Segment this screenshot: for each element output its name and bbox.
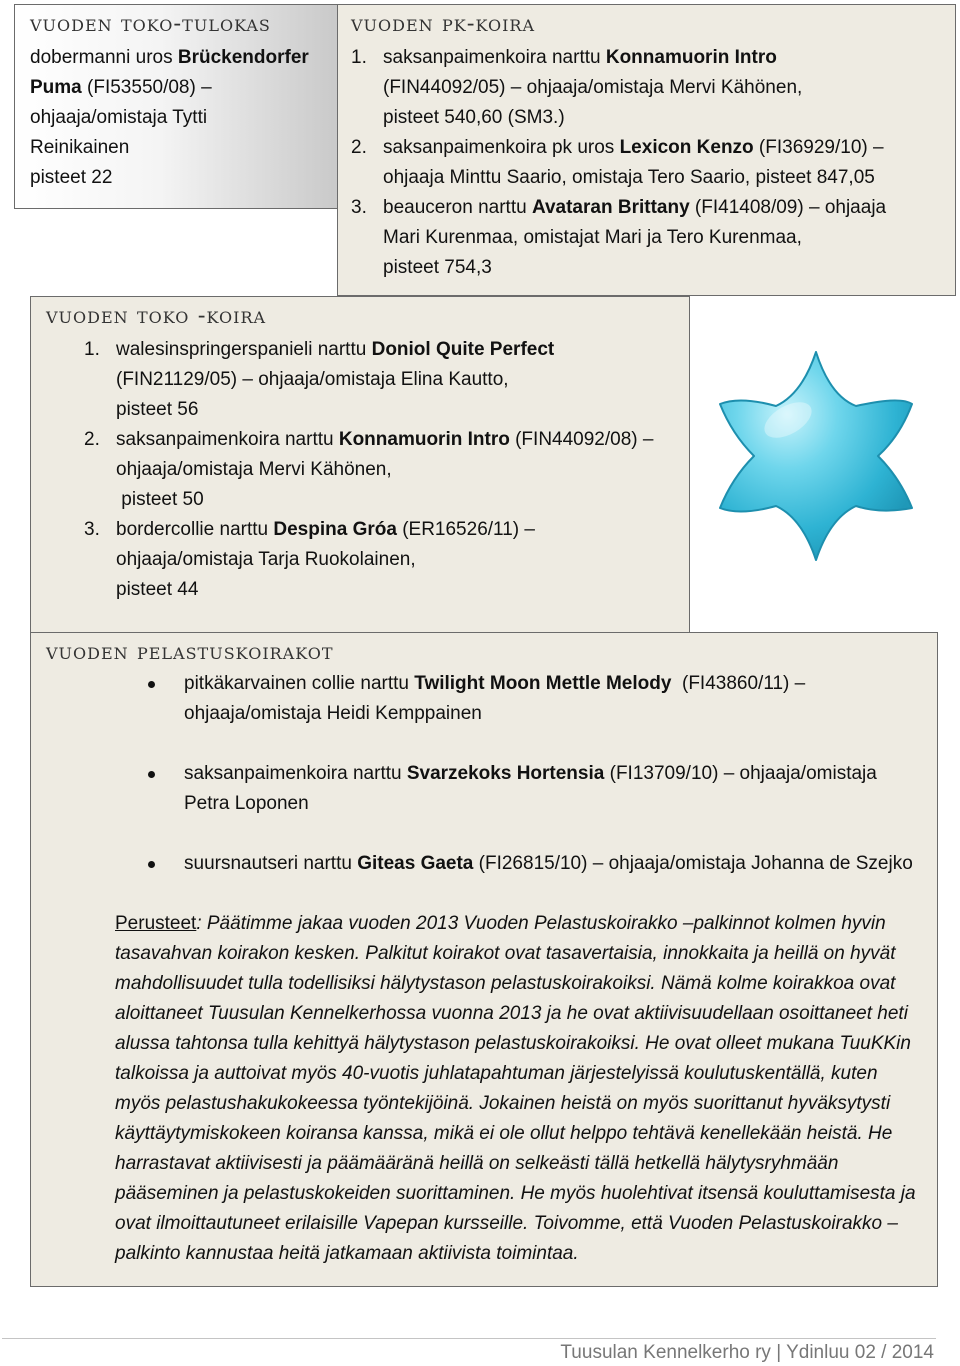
toko-item-number: 1.	[84, 339, 100, 360]
toko-item-line: ohjaaja/omistaja Tarja Ruokolainen,	[116, 549, 416, 570]
tulos-points: pisteet 22	[30, 167, 113, 188]
pk-list-item	[351, 193, 955, 283]
perusteet-text: : Päätimme jakaa vuoden 2013 Vuoden Pelastuskoirakko –palkinnot kolmen hyvin tasavahvan koirakon kesken. Palkitut koirakot ovat tasavertaisia, innokkaita ja heillä on hyvät mahdollisuudet tulla todellisiksi hälytystason pelastuskoirakoiksi. Nämä kolme koirakkoa ovat aloittaneet Tuusulan Kennelkerhossa vuonna 2013 ja he ovat aktiivisuudellaan osoittaneet heti alussa tahtonsa tulla kehittyä hälytystason pelastuskoirakoiksi. He ovat olleet mukana TuuKKin talkoissa ja auttoivat myös 40-vuotis juhlatapahtuman järjestelyissä koulutuskentällä, kuten myös pelastushakukokeessa työntekijöinä. Jokainen heistä on myös suorittanut hyväksytysti käyttäytymiskokeen koiransa kanssa, mikä ei ole ollut helppo tehtävä kenellekään heistä. He harrastavat aktiivisesti ja päämääränä heillä on selkeästi tällä hetkellä hälytysryhmään pääseminen ja pelastuskokeiden suorittaminen. He myös huolehtivat itsensä kouluttamisesta ja ovat ilmoittautuneet erilaisille Vapepan kursseille. Toivomme, että Vuoden Pelastuskoirakko –palkinto kannustaa heitä jatkamaan aktiivista toimintaa.	[115, 913, 916, 1264]
pk-item-line: Mari Kurenmaa, omistajat Mari ja Tero Kurenmaa,	[383, 227, 802, 248]
toko-item-dog-name: Despina Gróa	[273, 519, 397, 540]
pelastus-item-breed: suursnautseri narttu	[184, 853, 358, 874]
pelastus-list-item	[46, 669, 937, 729]
toko-item-breed: saksanpaimenkoira narttu	[116, 429, 339, 450]
toko-item-line: pisteet 50	[116, 489, 204, 510]
tulos-dog-name-1: Brückendorfer	[177, 47, 309, 68]
toko-item-reg: (FIN44092/08) –	[509, 429, 654, 450]
pk-item-number: 3.	[351, 197, 367, 218]
tulos-reg: (FI53550/08) –	[81, 77, 212, 98]
toko-item-line: pisteet 44	[116, 579, 199, 600]
pk-item-breed: beauceron narttu	[383, 197, 532, 218]
footer-divider	[2, 1338, 936, 1339]
perusteet-paragraph	[46, 909, 937, 1269]
pelastus-item-breed: pitkäkarvainen collie narttu	[184, 673, 415, 694]
perusteet-label: Perusteet	[115, 913, 197, 934]
pk-item-line: (FIN44092/05) – ohjaaja/omistaja Mervi Kähönen,	[383, 77, 803, 98]
toko-item-breed: bordercollie narttu	[116, 519, 274, 540]
pk-item-line: pisteet 754,3	[383, 257, 492, 278]
pk-item-breed: saksanpaimenkoira pk uros	[383, 137, 620, 158]
pelastus-list-item	[46, 759, 937, 819]
pelastus-item-line: Petra Loponen	[184, 793, 309, 814]
pelastus-item-reg: (FI13709/10) – ohjaaja/omistaja	[604, 763, 877, 784]
pk-item-line: ohjaaja Minttu Saario, omistaja Tero Saario, pisteet 847,05	[383, 167, 875, 188]
bullet-icon	[148, 771, 155, 778]
toko-tulokas-heading: vuoden toko-tulokas	[30, 11, 271, 37]
toko-item-number: 3.	[84, 519, 100, 540]
toko-item-line: (FIN21129/05) – ohjaaja/omistaja Elina Kautto,	[116, 369, 509, 390]
pk-item-number: 1.	[351, 47, 367, 68]
bullet-icon	[148, 861, 155, 868]
pelastus-item-dog-name: Svarzekoks Hortensia	[406, 763, 605, 784]
pk-item-reg: (FI41408/09) – ohjaaja	[689, 197, 887, 218]
toko-item-dog-name: Doniol Quite Perfect	[371, 339, 555, 360]
tulos-breed: dobermanni uros	[30, 47, 178, 68]
pk-item-line: pisteet 540,60 (SM3.)	[383, 107, 565, 128]
pelastus-item-reg: (FI26815/10) – ohjaaja/omistaja Johanna de Szejko	[473, 853, 913, 874]
pk-item-number: 2.	[351, 137, 367, 158]
pelastus-item-reg: (FI43860/11) –	[671, 673, 806, 694]
pk-koira-box	[337, 4, 956, 296]
toko-item-number: 2.	[84, 429, 100, 450]
toko-item-breed: walesinspringerspanieli narttu	[116, 339, 372, 360]
toko-list-item	[46, 515, 689, 605]
pelastus-item-dog-name: Giteas Gaeta	[357, 853, 474, 874]
pk-item-breed: saksanpaimenkoira narttu	[383, 47, 606, 68]
toko-item-line: ohjaaja/omistaja Mervi Kähönen,	[116, 459, 392, 480]
pk-item-dog-name: Konnamuorin Intro	[605, 47, 777, 68]
pelastuskoirakot-heading: vuoden pelastuskoirakot	[46, 639, 334, 665]
pk-item-reg: (FI36929/10) –	[753, 137, 884, 158]
pk-koira-heading: vuoden pk-koira	[351, 11, 536, 37]
tulos-line-3: ohjaaja/omistaja Tytti	[30, 107, 208, 128]
tulos-line-2	[30, 73, 338, 103]
tulos-dog-name-2: Puma	[30, 77, 82, 98]
bullet-icon	[148, 681, 155, 688]
toko-item-line: pisteet 56	[116, 399, 199, 420]
pelastus-item-line: ohjaaja/omistaja Heidi Kemppainen	[184, 703, 482, 724]
pk-list-item	[351, 133, 955, 193]
page-footer: Tuusulan Kennelkerho ry | Ydinluu 02 / 2014	[560, 1342, 934, 1363]
toko-item-reg: (ER16526/11) –	[396, 519, 535, 540]
pk-list-item	[351, 43, 955, 133]
pelastus-item-breed: saksanpaimenkoira narttu	[184, 763, 407, 784]
toko-list-item	[46, 335, 689, 425]
toko-tulokas-box	[14, 4, 339, 209]
pelastuskoirakot-box	[30, 632, 938, 1287]
pk-item-dog-name: Lexicon Kenzo	[619, 137, 754, 158]
toko-koira-box	[30, 296, 690, 633]
tulos-line-4: Reinikainen	[30, 137, 130, 158]
pk-item-dog-name: Avataran Brittany	[531, 197, 690, 218]
toko-item-dog-name: Konnamuorin Intro	[338, 429, 510, 450]
pelastus-list-item	[46, 849, 937, 879]
toko-list-item	[46, 425, 689, 515]
pelastus-item-dog-name: Twilight Moon Mettle Melody	[414, 673, 672, 694]
star-icon	[706, 340, 926, 572]
toko-koira-heading: vuoden toko -koira	[46, 303, 267, 329]
tulos-line-1	[30, 43, 338, 73]
